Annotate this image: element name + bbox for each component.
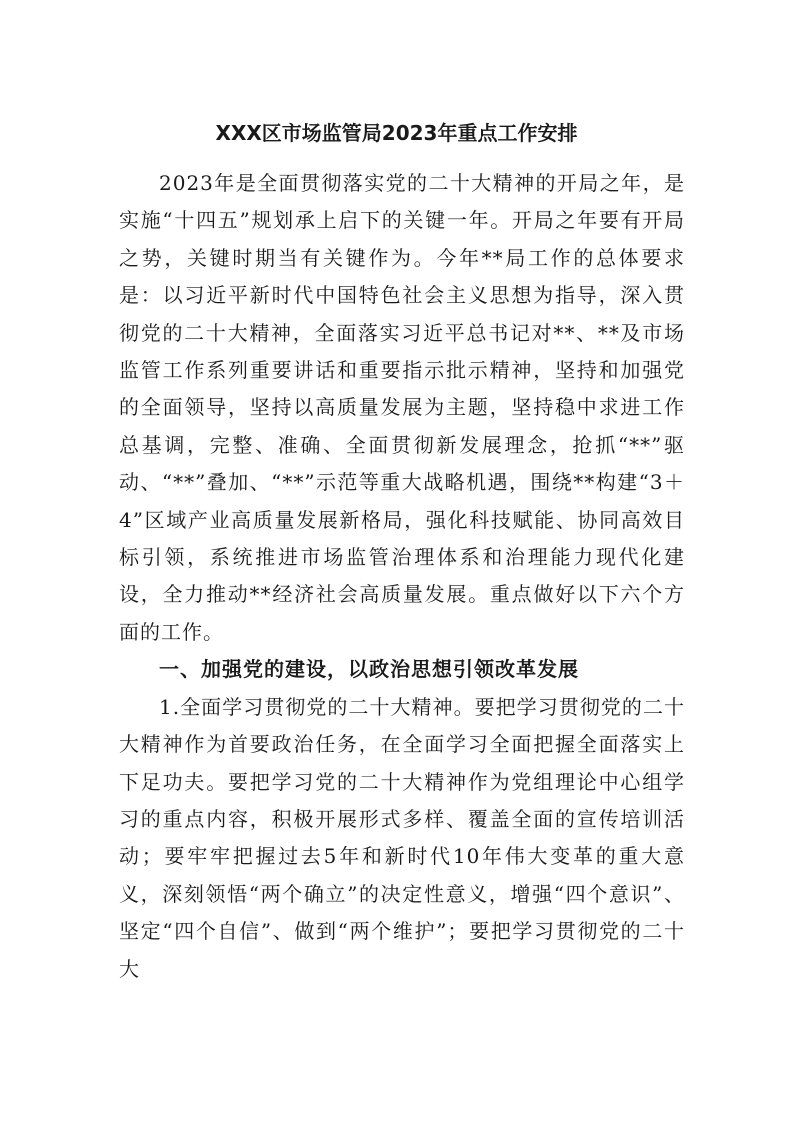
item-paragraph-1: 1.全面学习贯彻党的二十大精神。要把学习贯彻党的二十大精神作为首要政治任务，在全面学习全面把握全面落实上下足功夫。要把学习党的二十大精神作为党组理论中心组学习的重点内容，积极开展形式多样、覆盖全面的宣传培训活动；要牢牢把握过去5年和新时代10年伟大变革的重大意义，深刻领悟“两个确立”的决定性意义，增强“四个意识”、坚定“四个自信”、做到“两个维护”；要把学习贯彻党的二十大	[119, 694, 685, 981]
section-heading-1: 一、加强党的建设，以政治思想引领改革发展	[159, 657, 579, 682]
intro-paragraph: 2023年是全面贯彻落实党的二十大精神的开局之年，是实施“十四五”规划承上启下的关键一年。开局之年要有开局之势，关键时期当有关键作为。今年**局工作的总体要求是：以习近平新时代中国特色社会主义思想为指导，深入贯彻党的二十大精神，全面落实习近平总书记对**、**及市场监管工作系列重要讲话和重要指示批示精神，坚持和加强党的全面领导，坚持以高质量发展为主题，坚持稳中求进工作总基调，完整、准确、全面贯彻新发展理念，抢抓“**”驱动、“**”叠加、“**”示范等重大战略机遇，围绕**构建“3＋4”区域产业高质量发展新格局，强化科技赋能、协同高效目标引领，系统推进市场监管治理体系和治理能力现代化建设，全力推动**经济社会高质量发展。重点做好以下六个方面的工作。	[119, 171, 685, 644]
document-body	[119, 165, 685, 988]
document-title: XXX区市场监管局2023年重点工作安排	[215, 121, 578, 145]
